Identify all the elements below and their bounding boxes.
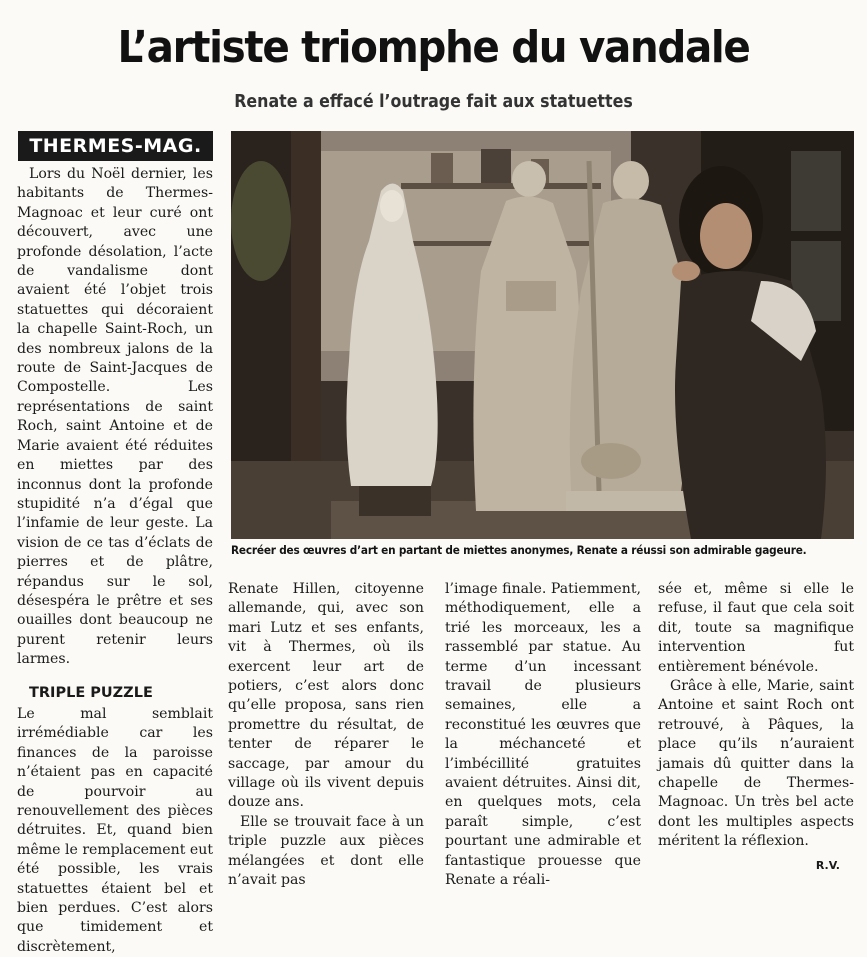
paragraph-puzzle: Le mal semblait irrémédiable car les finances de la paroisse n’étaient pas en capacité de pourvoir au renouvellement des pièces détruites. Et, quand bien même le remplacement eut été possible, les vrais statuettes étaient bel et bien perdues. C’est alors que timidement et discrètement,: [17, 705, 213, 955]
column-4: [658, 580, 854, 875]
column-3: [445, 580, 641, 891]
paragraph-puzzle-intro: Elle se trouvait face à un triple puzzle aux pièces mélangées et dont elle n’avait pas: [228, 813, 424, 889]
paragraph-benevole: sée et, même si elle le refuse, il faut que cela soit dit, toute sa magnifique intervention fut entièrement bénévole.: [658, 581, 854, 675]
paragraph-renate: Renate Hillen, citoyenne allemande, qui, avec son mari Lutz et ses enfants, vit à Thermes, où ils exercent leur art de potiers, c’est alors donc qu’elle proposa, sans rien promettre du résultat, de tenter de réparer le saccage, par amour du village où ils vivent depuis douze ans.: [228, 581, 424, 811]
paragraph-reconstruction: l’image finale. Patiemment, méthodiquement, elle a trié les morceaux, les a rassemblé par statue. Au terme d’un incessant travail de plusieurs semaines, elle a reconstitué les œuvres que la méchanceté et l’imbécillité gratuites avaient détruites. Ainsi dit, en quelques mots, cela paraît simple, c’est pourtant une admirable et fantastique prouesse que Renate a réali-: [445, 581, 641, 889]
column-2: [228, 580, 424, 891]
subheadline: Renate a effacé l’outrage fait aux statuettes: [234, 91, 633, 112]
paragraph-conclusion: Grâce à elle, Marie, saint Antoine et saint Roch ont retrouvé, à Pâques, la place qu’ils n’auraient jamais dû quitter dans la chapelle de Thermes-Magnoac. Un très bel acte dont les multiples aspects méritent la réflexion.: [658, 678, 854, 850]
workshop-photo-image: [231, 131, 854, 539]
paragraph-intro: Lors du Noël dernier, les habitants de Thermes-Magnoac et leur curé ont découvert, avec une profonde désolation, l’acte de vandalisme dont avaient été l’objet trois statuettes qui décoraient la chapelle Saint-Roch, un des nombreux jalons de la route de Saint-Jacques de Compostelle. Les représentations de saint Roch, saint Antoine et de Marie avaient été réduites en miettes par des inconnus dont la profonde stupidité n’a d’égal que l’infamie de leur geste. La vision de ce tas d’éclats de pierres et de plâtre, répandus sur le sol, désespéra le prêtre et ses ouailles dont beaucoup ne purent retenir leurs larmes.: [17, 166, 213, 668]
headline: L’artiste triomphe du vandale: [117, 22, 750, 73]
author-signature: R.V.: [815, 858, 840, 872]
crosshead: TRIPLE PUZZLE: [29, 684, 153, 701]
article-photo: [231, 131, 854, 539]
column-1: [17, 165, 213, 957]
location-tag: THERMES-MAG.: [18, 131, 213, 161]
photo-caption: Recréer des œuvres d’art en partant de miettes anonymes, Renate a réussi son admirable gageure.: [231, 544, 807, 557]
